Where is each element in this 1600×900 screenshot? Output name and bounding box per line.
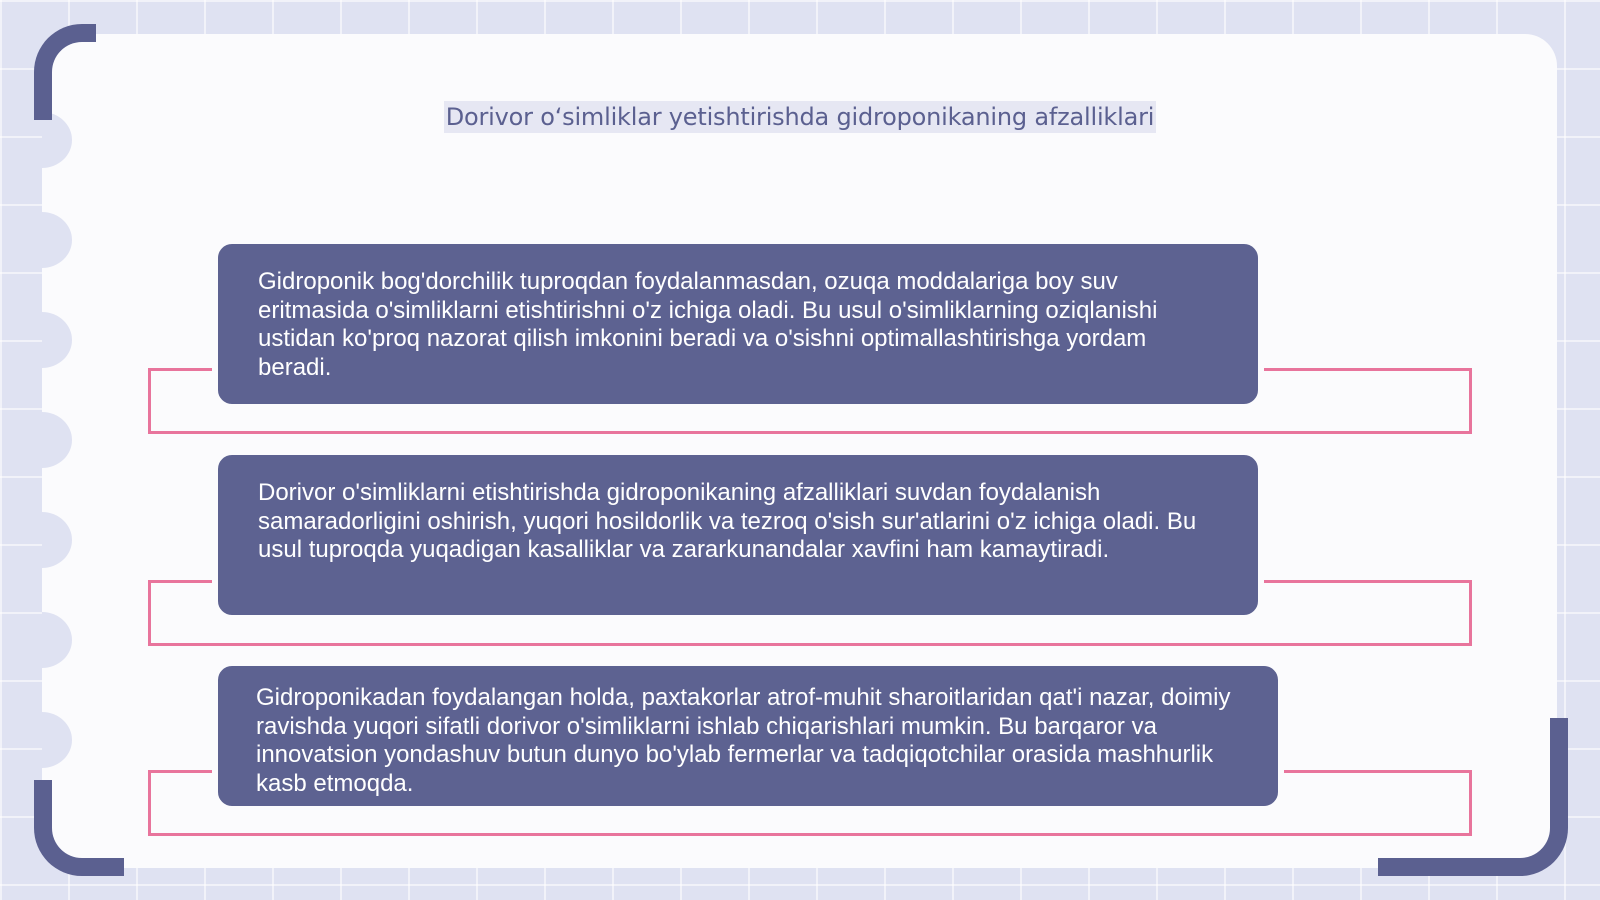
info-card-2: [212, 449, 1264, 621]
info-card-3-text: Gidroponikadan foydalangan holda, paxtakorlar atrof-muhit sharoitlaridan qat'i nazar, doimiy ravishda yuqori sifatli dorivor o'simliklarni ishlab chiqarishlari mumkin. Bu barqaror va innovatsion yondashuv butun dunyo bo'ylab fermerlar va tadqiqotchilar orasida mashhurlik kasb etmoqda.: [256, 684, 1231, 797]
paper-scallop: [42, 612, 72, 668]
paper-scallop: [42, 512, 72, 568]
slide-title-text: Dorivor o‘simliklar yetishtirishda gidroponikaning afzalliklari: [445, 103, 1155, 131]
info-card-1: [212, 238, 1264, 410]
info-card-3: [212, 660, 1284, 812]
paper-scallop: [42, 412, 72, 468]
info-card-2-text: Dorivor o'simliklarni etishtirishda gidroponikaning afzalliklari suvdan foydalanish samaradorligini oshirish, yuqori hosildorlik va tezroq o'sish sur'atlarini o'z ichiga oladi. Bu usul tuproqda yuqadigan kasalliklar va zararkunandalar xavfini ham kamaytiradi.: [258, 479, 1197, 563]
paper-scallop: [42, 712, 72, 768]
paper-scallop: [42, 312, 72, 368]
paper-scallop: [42, 212, 72, 268]
info-card-1-text: Gidroponik bog'dorchilik tuproqdan foydalanmasdan, ozuqa moddalariga boy suv eritmasida o'simliklarni etishtirishni o'z ichiga oladi. Bu usul o'simliklarning oziqlanishi ustidan ko'proq nazorat qilish imkonini beradi va o'sishni optimallashtirishga yordam beradi.: [258, 268, 1158, 381]
corner-bracket-bottom-left: [34, 780, 124, 876]
slide-title: [0, 96, 1600, 133]
